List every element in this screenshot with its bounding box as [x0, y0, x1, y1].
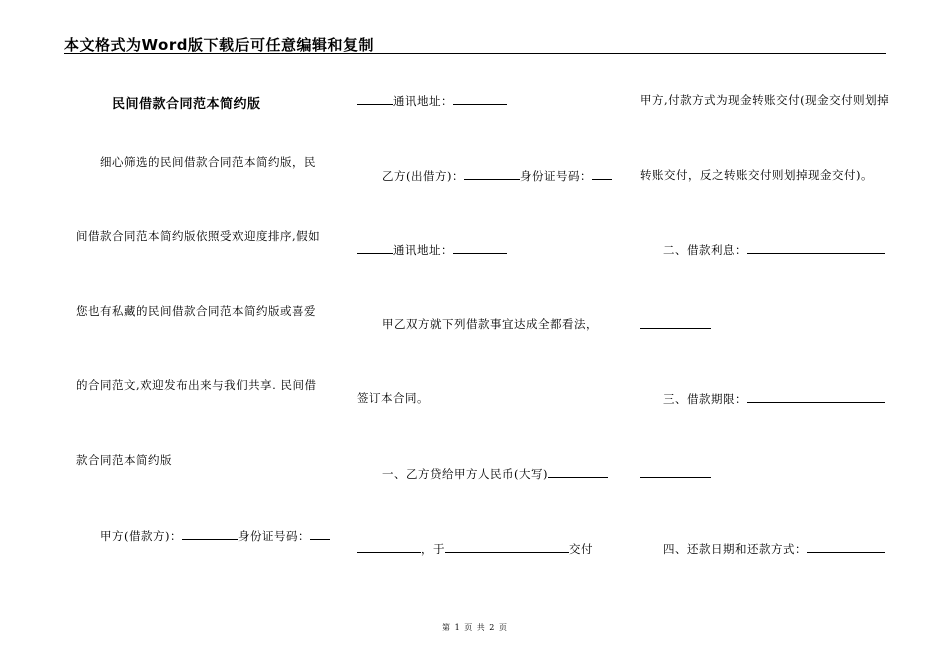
- repayment-line: [663, 541, 885, 556]
- agreement-line-2: 签订本合同。: [357, 391, 429, 405]
- party-b-line: [382, 168, 612, 183]
- loan-amount-line: [382, 466, 608, 481]
- page-number: 第 1 页 共 2 页: [442, 623, 508, 632]
- party-a-line: [100, 528, 330, 543]
- document-header: 本文格式为Word版下载后可任意编辑和复制: [64, 36, 374, 54]
- party-a-id-label: 身份证号码：: [237, 529, 310, 543]
- interest-line: [663, 242, 885, 257]
- party-b-id-blank: [592, 168, 612, 180]
- intro-line-1: 细心筛选的民间借款合同范本简约版，民: [100, 155, 316, 169]
- party-b-id-label: 身份证号码：: [519, 169, 592, 183]
- header-divider: [64, 53, 886, 54]
- delivery-suffix: 交付: [569, 542, 593, 556]
- term-blank: [747, 391, 885, 403]
- delivery-date-blank: [445, 541, 569, 553]
- agreement-line-1: 甲乙双方就下列借款事宜达成全都看法，: [382, 317, 598, 331]
- term-continuation-blank: [640, 466, 711, 478]
- party-a-label: 甲方(借款方)：: [100, 529, 182, 543]
- party-b-address-blank: [453, 242, 507, 254]
- party-b-address-label: 通讯地址：: [393, 243, 453, 257]
- term-line: [663, 391, 885, 406]
- intro-line-5: 款合同范本简约版: [76, 453, 172, 467]
- interest-continuation-line: [640, 317, 711, 332]
- party-a-address-label: 通讯地址：: [393, 94, 453, 108]
- delivery-prefix-blank: [357, 541, 421, 553]
- interest-continuation-blank: [640, 317, 711, 329]
- party-b-label: 乙方(出借方)：: [382, 169, 464, 183]
- address-prefix-blank: [357, 242, 393, 254]
- payment-method-line-1: 甲方,付款方式为现金转账交付(现金交付则划掉: [640, 93, 890, 107]
- party-a-address-blank: [453, 93, 507, 105]
- interest-label: 二、借款利息：: [663, 243, 747, 257]
- intro-line-4: 的合同范文,欢迎发布出来与我们共享. 民间借: [76, 378, 317, 392]
- party-a-id-blank: [310, 528, 330, 540]
- delivery-yu-label: ，于: [421, 542, 445, 556]
- address-prefix-blank: [357, 93, 393, 105]
- party-b-address-line: [357, 242, 507, 257]
- party-a-address-line: [357, 93, 507, 108]
- document-title: 民间借款合同范本简约版: [112, 97, 261, 112]
- repayment-label: 四、还款日期和还款方式：: [663, 542, 807, 556]
- repayment-blank: [807, 541, 885, 553]
- payment-method-line-2: 转账交付，反之转账交付则划掉现金交付)。: [640, 168, 873, 182]
- interest-blank: [747, 242, 885, 254]
- loan-amount-blank: [548, 466, 608, 478]
- delivery-line: [357, 541, 593, 556]
- party-b-blank: [464, 168, 520, 180]
- intro-line-3: 您也有私藏的民间借款合同范本简约版或喜爱: [76, 304, 316, 318]
- intro-line-2: 间借款合同范本简约版依照受欢迎度排序,假如: [76, 229, 321, 243]
- term-continuation-line: [640, 466, 711, 481]
- party-a-blank: [182, 528, 238, 540]
- loan-amount-label: 一、乙方贷给甲方人民币(大写): [382, 467, 548, 481]
- term-label: 三、借款期限：: [663, 392, 747, 406]
